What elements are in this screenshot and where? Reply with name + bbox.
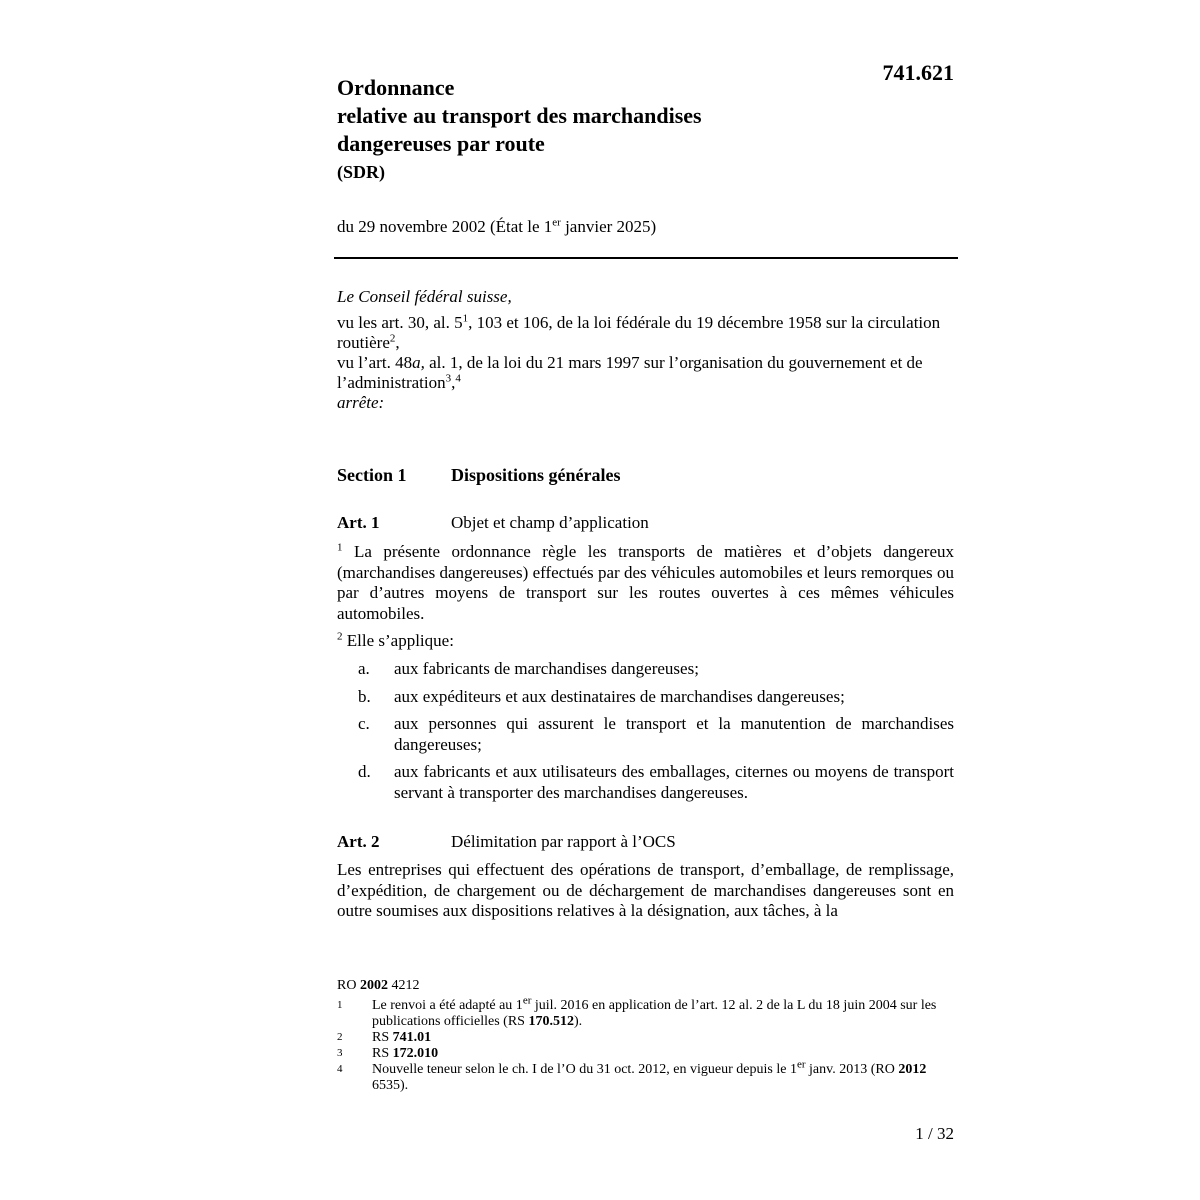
title-line-2: relative au transport des marchandises [337,103,702,128]
footnote-4-b: janv. 2013 (RO [805,1062,899,1077]
list-letter: d. [358,762,371,781]
footnote-text [372,1030,954,1046]
footnote-1-a: Le renvoi a été adapté au 1 [372,998,523,1013]
footnote-number: 1 [337,999,343,1011]
footnote-1-bold: 170.512 [528,1014,574,1029]
section-1-heading [337,463,954,487]
footnote-4 [337,1058,954,1094]
art-1-heading [337,512,954,534]
footnote-4-c: 6535). [372,1078,409,1093]
preamble [337,287,954,413]
preamble-line-1-b: , 103 et 106, de la loi fédérale du 19 décembre 1958 sur la circulation routière [337,313,941,352]
list-item [337,659,954,680]
footnote-4-bold: 2012 [898,1062,927,1077]
art-1-p1-text: La présente ordonnance règle les transports de matières et d’objets dangereux (marchandises dangereuses) effectués par des véhicules automobiles et leurs remorques ou par d’autres moyens de transport sur les routes ouvertes à ces mêmes véhicules automobiles. [337,542,954,623]
art-2-p1-text: Les entreprises qui effectuent des opérations de transport, d’emballage, de remplissage, d’expédition, de chargement ou de déchargement de marchandises dangereuses sont en outre soumises aux dispositions relatives à la désignation, aux tâches, à la [337,860,954,920]
list-text: aux expéditeurs et aux destinataires de marchandises dangereuses; [394,686,845,706]
list-letter: a. [358,659,370,678]
list-letter: c. [358,714,370,733]
title-line-3: dangereuses par route [337,131,545,156]
art-1-p2-text: Elle s’applique: [342,631,454,650]
footnote-2 [337,1030,954,1046]
title-line-1: Ordonnance [337,75,455,100]
art-1-p2-number: 2 [337,630,343,643]
footnote-3-bold: 172.010 [392,1046,439,1061]
footnote-3 [337,1046,954,1062]
preamble-line-1 [337,313,954,353]
preamble-line-2-a: vu l’art. 48 [337,353,413,372]
footnote-1-c: ). [573,1014,583,1029]
footnote-1 [337,994,954,1030]
footnote-3-a: RS [372,1046,393,1061]
list-text: aux fabricants de marchandises dangereuses; [394,659,699,678]
list-letter: b. [358,686,371,706]
list-item [337,714,954,755]
list-text: aux personnes qui assurent le transport et la manutention de marchandises dangereuses; [394,714,954,754]
sr-number: 741.621 [882,60,954,85]
art-1-paragraph-2 [337,631,954,652]
art-1-p1-number: 1 [337,541,343,554]
footnote-ref-1[interactable]: 1 [462,312,469,325]
art-1-paragraph-1 [337,542,954,624]
footnote-ref-4[interactable]: 4 [455,372,461,385]
ro-page: 4212 [387,978,420,993]
footnote-1-b: juil. 2016 en application de l’art. 12 al. 2 de la L du 18 juin 2004 sur les publications officielles (RS [372,998,937,1029]
preamble-line-2-comma: , [451,373,456,392]
art-1-title: Objet et champ d’application [451,513,649,532]
art-2-paragraph-1 [337,860,954,922]
preamble-line-1-c: , [395,333,400,352]
footnote-number: 4 [337,1063,343,1075]
footnotes [337,978,954,1094]
document-abbreviation: (SDR) [337,162,385,182]
footnote-2-a: RS [372,1030,393,1045]
date-sup: er [552,216,561,229]
page-number: 1 / 32 [915,1124,954,1143]
official-compilation-ref [337,978,954,994]
date-suffix: janvier 2025) [560,217,657,236]
footnote-ref-2[interactable]: 2 [389,332,396,345]
footnote-number: 3 [337,1047,343,1059]
list-text: aux fabricants et aux utilisateurs des emballages, citernes ou moyens de transport servant à transporter des marchandises dangereuses. [394,762,954,802]
list-item [337,762,954,803]
header-rule [334,257,958,259]
date-prefix: du 29 novembre 2002 (État le 1 [337,217,553,236]
art-1-number: Art. 1 [337,513,380,532]
ro-year: 2002 [359,978,388,993]
section-title: Dispositions générales [451,465,621,485]
footnote-4-sup: er [796,1058,806,1071]
preamble-line-2 [337,353,954,393]
footnote-text [372,1058,954,1094]
footnote-2-bold: 741.01 [392,1030,432,1045]
art-1-list [337,659,954,810]
preamble-line-1-a: vu les art. 30, al. 5 [337,313,463,332]
document-title [337,74,837,183]
footnote-1-sup: er [522,994,532,1007]
section-number: Section 1 [337,465,407,485]
document-date [337,216,656,238]
art-2-number: Art. 2 [337,832,380,851]
preamble-authority: Le Conseil fédéral suisse, [337,287,512,306]
footnote-text [372,1046,954,1062]
footnote-text [372,994,954,1030]
preamble-line-2-italic: a, [412,353,425,372]
preamble-line-2-b: al. 1, de la loi du 21 mars 1997 sur l’organisation du gouvernement et de l’administration [337,353,923,392]
preamble-decrees: arrête: [337,393,385,412]
footnote-ref-3[interactable]: 3 [445,372,452,385]
art-2-heading [337,831,954,853]
footnote-number: 2 [337,1031,343,1043]
list-item [337,687,954,708]
art-2-title: Délimitation par rapport à l’OCS [451,832,676,851]
ro-prefix: RO [337,978,360,993]
footnote-4-a: Nouvelle teneur selon le ch. I de l’O du 31 oct. 2012, en vigueur depuis le 1 [372,1062,797,1077]
